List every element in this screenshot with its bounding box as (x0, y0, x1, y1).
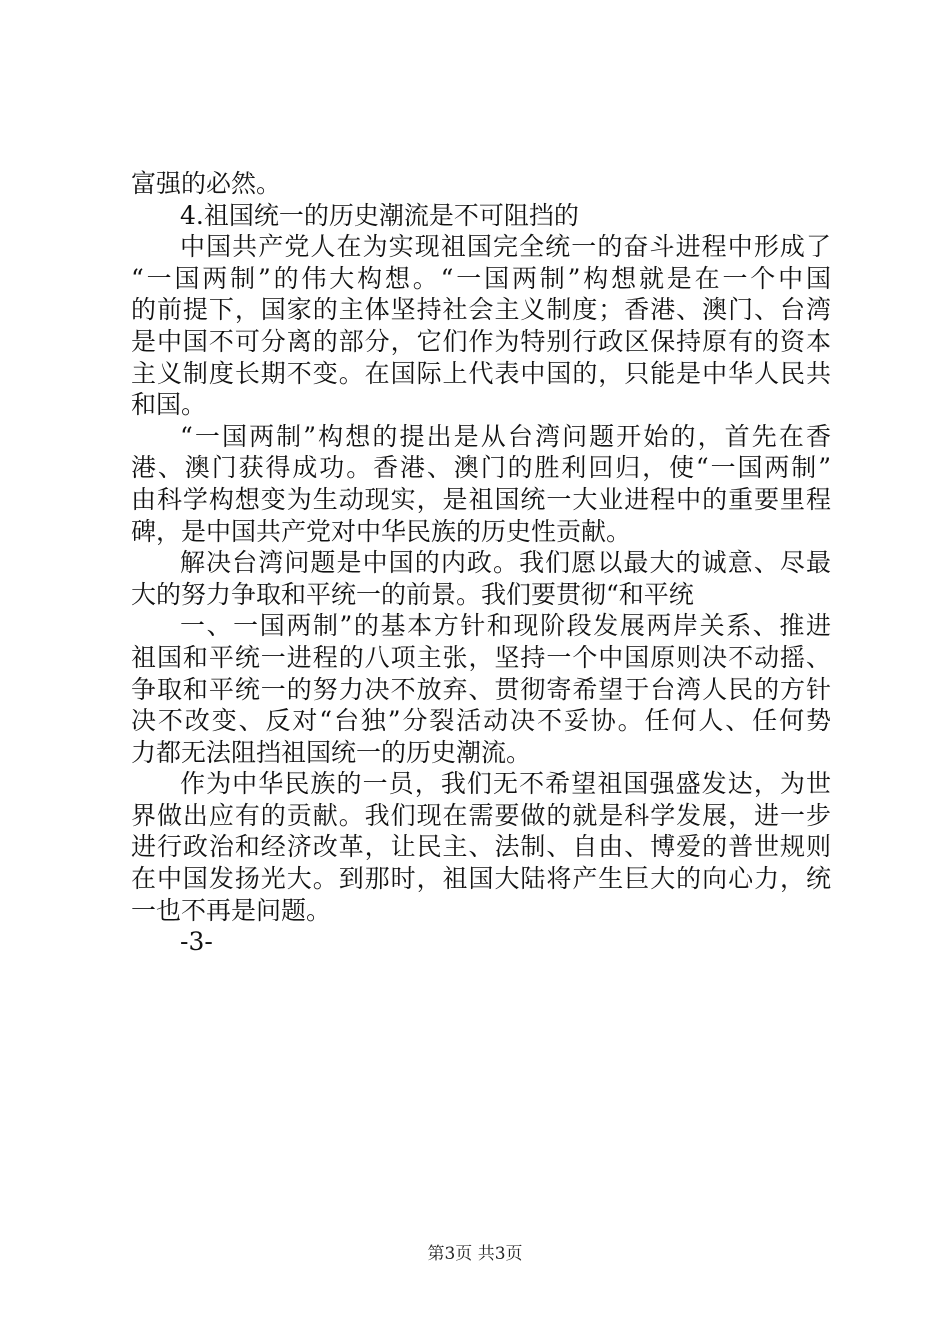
text-line: 的前提下，国家的主体坚持社会主义制度；香港、澳门、台湾 (131, 295, 831, 325)
text-line: 大的努力争取和平统一的前景。我们要贯彻“和平统 (131, 579, 694, 609)
text-line: 和国。 (131, 390, 207, 420)
text-line: 富强的必然。 (131, 169, 282, 198)
text-line: -3- (180, 927, 213, 957)
text-line: 解决台湾问题是中国的内政。我们愿以最大的诚意、尽最 (180, 548, 831, 578)
text-line: 4.祖国统一的历史潮流是不可阻挡的 (180, 200, 579, 230)
text-line: 主义制度长期不变。在国际上代表中国的，只能是中华人民共 (131, 358, 831, 388)
text-line: 一、一国两制”的基本方针和现阶段发展两岸关系、推进 (180, 611, 831, 641)
text-line: “一国两制”构想的提出是从台湾问题开始的，首先在香 (180, 421, 831, 451)
text-line: 中国共产党人在为实现祖国完全统一的奋斗进程中形成了 (180, 232, 831, 262)
text-line: 决不改变、反对“台独”分裂活动决不妥协。任何人、任何势 (131, 706, 831, 736)
text-line: “一国两制”的伟大构想。“一国两制”构想就是在一个中国 (131, 263, 831, 293)
text-line: 由科学构想变为生动现实，是祖国统一大业进程中的重要里程 (131, 484, 831, 514)
text-line: 是中国不可分离的部分，它们作为特别行政区保持原有的资本 (131, 326, 831, 356)
text-line: 一也不再是问题。 (131, 895, 332, 925)
text-line: 界做出应有的贡献。我们现在需要做的就是科学发展，进一步 (131, 800, 831, 830)
text-line: 力都无法阻挡祖国统一的历史潮流。 (131, 737, 532, 767)
text-line: 港、澳门获得成功。香港、澳门的胜利回归，使“一国两制” (131, 453, 831, 483)
text-line: 作为中华民族的一员，我们无不希望祖国强盛发达，为世 (180, 769, 831, 799)
text-line: 祖国和平统一进程的八项主张，坚持一个中国原则决不动摇、 (131, 642, 831, 672)
text-line: 争取和平统一的努力决不放弃、贯彻寄希望于台湾人民的方针 (131, 674, 831, 704)
text-line: 在中国发扬光大。到那时，祖国大陆将产生巨大的向心力，统 (131, 864, 831, 894)
page-footer: 第3页 共3页 (427, 1244, 523, 1264)
text-line: 碑，是中国共产党对中华民族的历史性贡献。 (131, 516, 632, 546)
document-body (131, 168, 831, 958)
text-line: 进行政治和经济改革，让民主、法制、自由、博爱的普世规则 (131, 832, 831, 862)
